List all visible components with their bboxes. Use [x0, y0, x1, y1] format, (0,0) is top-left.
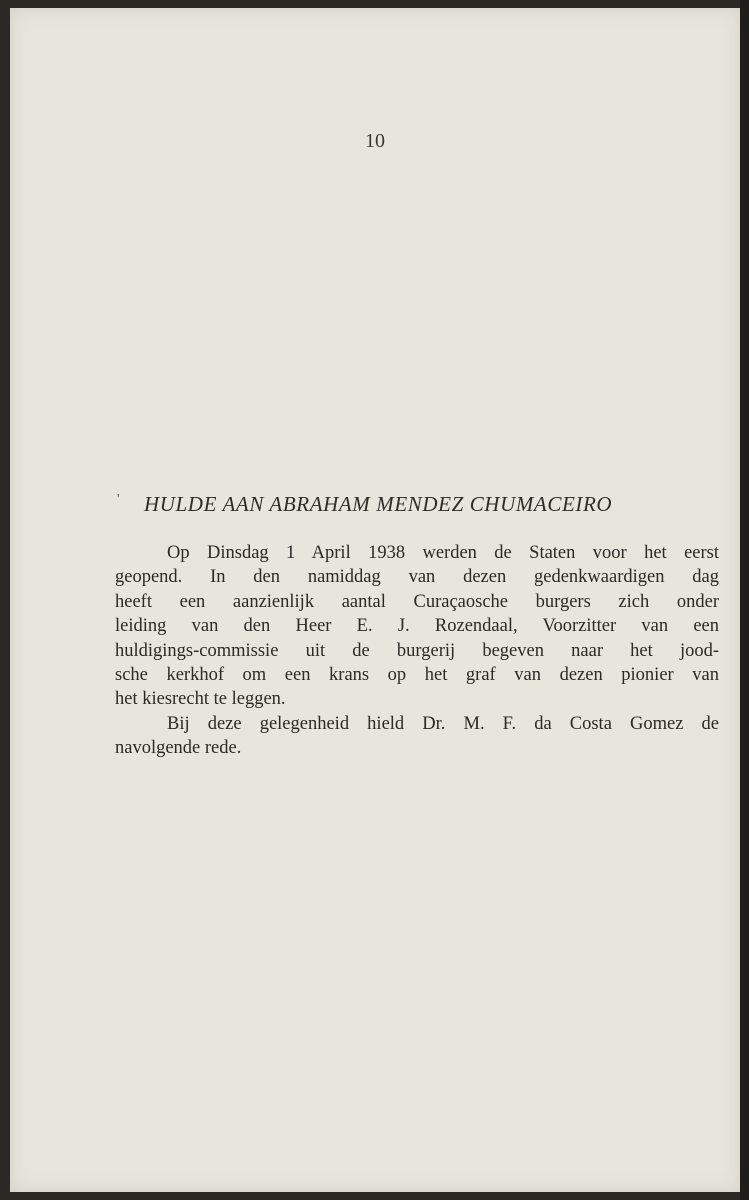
paragraph-2-line-1: Bij deze gelegenheid hield Dr. M. F. da Costa Gomez de	[167, 713, 719, 734]
scan-edge	[740, 0, 749, 1200]
paragraph-1-line-6: sche kerkhof om een krans op het graf van dezen pionier van	[115, 665, 719, 686]
paragraph-1-line-4: leiding van den Heer E. J. Rozendaal, Voorzitter van een	[115, 616, 719, 637]
paragraph-1-line-7: het kiesrecht te leggen.	[115, 689, 286, 710]
paragraph-1-line-1: Op Dinsdag 1 April 1938 werden de Staten voor het eerst	[167, 543, 719, 563]
stray-mark: '	[117, 492, 120, 507]
paragraph-1-line-3: heeft een aanzienlijk aantal Curaçaosche burgers zich onder	[115, 591, 719, 612]
section-title: HULDE AAN ABRAHAM MENDEZ CHUMACEIRO	[144, 492, 613, 516]
paragraph-1-line-5: huldigings-commissie uit de burgerij begeven naar het jood-	[115, 640, 719, 661]
paper-sheet	[10, 8, 740, 1192]
paragraph-1-line-2: geopend. In den namiddag van dezen gedenkwaardigen dag	[115, 567, 719, 588]
paragraph-2-line-2: navolgende rede.	[115, 738, 242, 759]
page-number: 10	[365, 130, 385, 152]
body-text	[115, 541, 719, 761]
